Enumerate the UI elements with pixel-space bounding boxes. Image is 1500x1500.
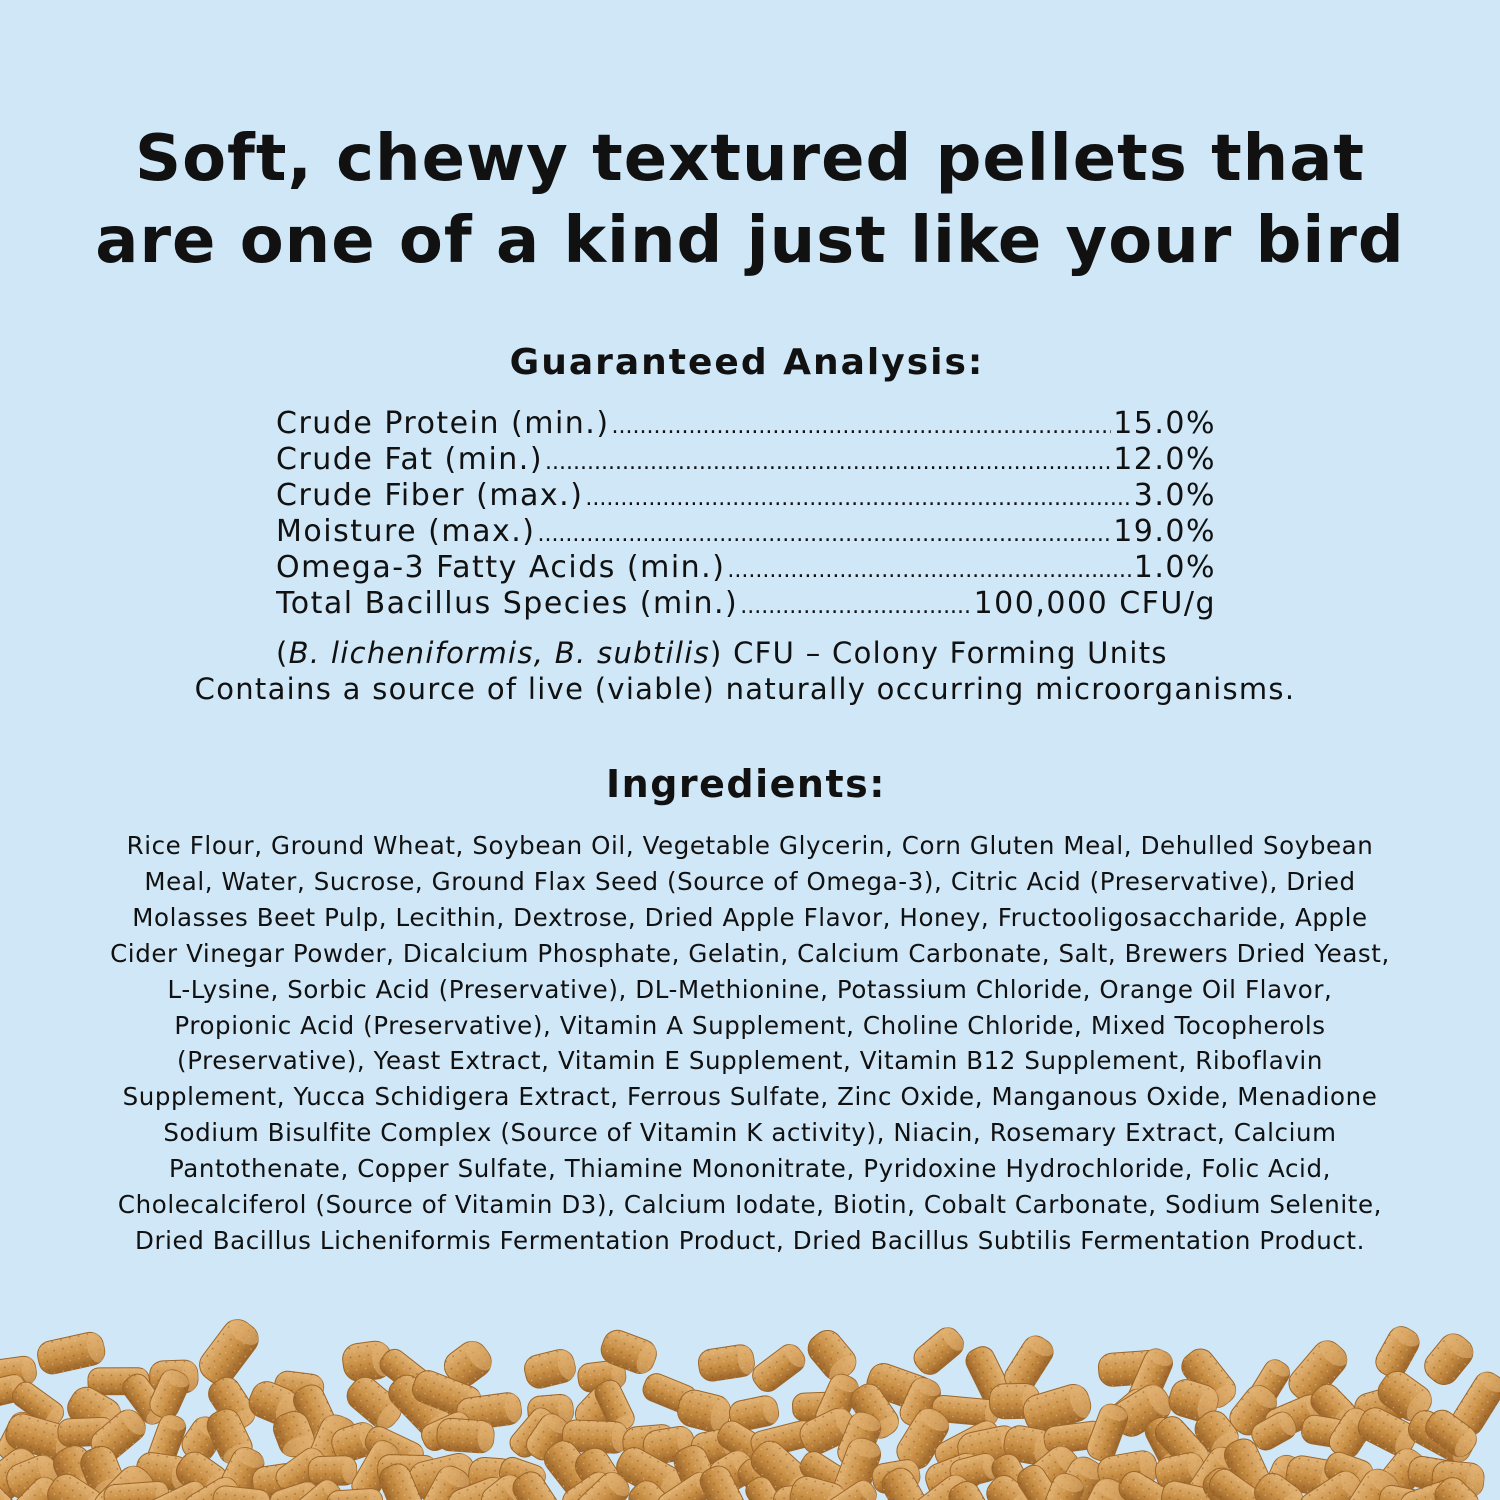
ingredients-list: Rice Flour, Ground Wheat, Soybean Oil, Vegetable Glycerin, Corn Gluten Meal, Dehulled Soybean Meal, Water, Sucrose, Ground Flax Seed (Source of Omega-3), Citric Acid (Preservative), Dried Molasses Beet Pulp, Lecithin, Dextrose, Dried Apple Flavor, Honey, Fructooligosaccharide, Apple Cider Vinegar Powder, Dicalcium Phosphate, Gelatin, Calcium Carbonate, Salt, Brewers Dried Yeast, L-Lysine, Sorbic Acid (Preservative), DL-Methionine, Potassium Chloride, Orange Oil Flavor, Propionic Acid (Preservative), Vitamin A Supplement, Choline Chloride, Mixed Tocopherols (Preservative), Yeast Extract, Vitamin E Supplement, Vitamin B12 Supplement, Riboflavin Supplement, Yucca Schidigera Extract, Ferrous Sulfate, Zinc Oxide, Manganous Oxide, Menadione Sodium Bisulfite Complex (Source of Vitamin K activity), Niacin, Rosemary Extract, Calcium Pantothenate, Copper Sulfate, Thiamine Mononitrate, Pyridoxine Hydrochloride, Folic Acid, Cholecalciferol (Source of Vitamin D3), Calcium Iodate, Biotin, Cobalt Carbonate, Sodium Selenite, Dried Bacillus Licheniformis Fermentation Product, Dried Bacillus Subtilis Fermentation Product. [110,831,1390,1255]
dot-leader [537,517,1111,550]
bacillus-species-note: (B. licheniformis, B. subtilis) CFU – Colony Forming Units [276,636,1168,670]
pellet [748,1340,810,1397]
headline-line-2: are one of a kind just like your bird [95,204,1405,278]
analysis-row-crude-fat [276,442,1216,478]
analysis-label: Total Bacillus Species (min.) [276,586,739,621]
analysis-value: 12.0% [1113,442,1216,477]
analysis-row-moisture [276,514,1216,550]
analysis-label: Crude Fiber (max.) [276,478,584,513]
analysis-value: 100,000 CFU/g [973,586,1216,621]
headline-line-1: Soft, chewy textured pellets that [134,122,1366,196]
pellet [1419,1328,1479,1391]
analysis-label: Crude Fat (min.) [276,442,544,477]
cfu-definition: CFU – Colony Forming Units [733,636,1168,670]
analysis-row-omega-3 [276,550,1216,586]
analysis-label: Omega-3 Fatty Acids (min.) [276,550,726,585]
dot-leader [585,481,1131,514]
dot-leader [740,589,971,622]
live-microorganisms-note: Contains a source of live (viable) naturally occurring microorganisms. [194,672,1296,706]
species-names: B. licheniformis, B. subtilis [288,636,710,670]
pellet [909,1323,969,1380]
analysis-row-crude-fiber [276,478,1216,514]
guaranteed-analysis-table [276,406,1216,622]
analysis-value: 1.0% [1133,550,1216,585]
analysis-value: 3.0% [1133,478,1216,513]
analysis-row-crude-protein [276,406,1216,442]
ingredients-title: Ingredients: [606,762,886,806]
analysis-label: Crude Protein (min.) [276,406,610,441]
guaranteed-analysis-title: Guaranteed Analysis: [509,342,985,383]
dot-leader [727,553,1131,586]
pellet [522,1347,579,1391]
headline [0,118,1500,282]
pellet [802,1324,862,1386]
analysis-label: Moisture (max.) [276,514,536,549]
dot-leader [545,445,1111,478]
analysis-row-bacillus [276,586,1216,622]
dot-leader [612,409,1112,442]
analysis-value: 19.0% [1113,514,1216,549]
pellet [436,1417,495,1453]
pellets-image [0,1300,1500,1500]
analysis-value: 15.0% [1113,406,1216,441]
pellet [697,1343,757,1383]
